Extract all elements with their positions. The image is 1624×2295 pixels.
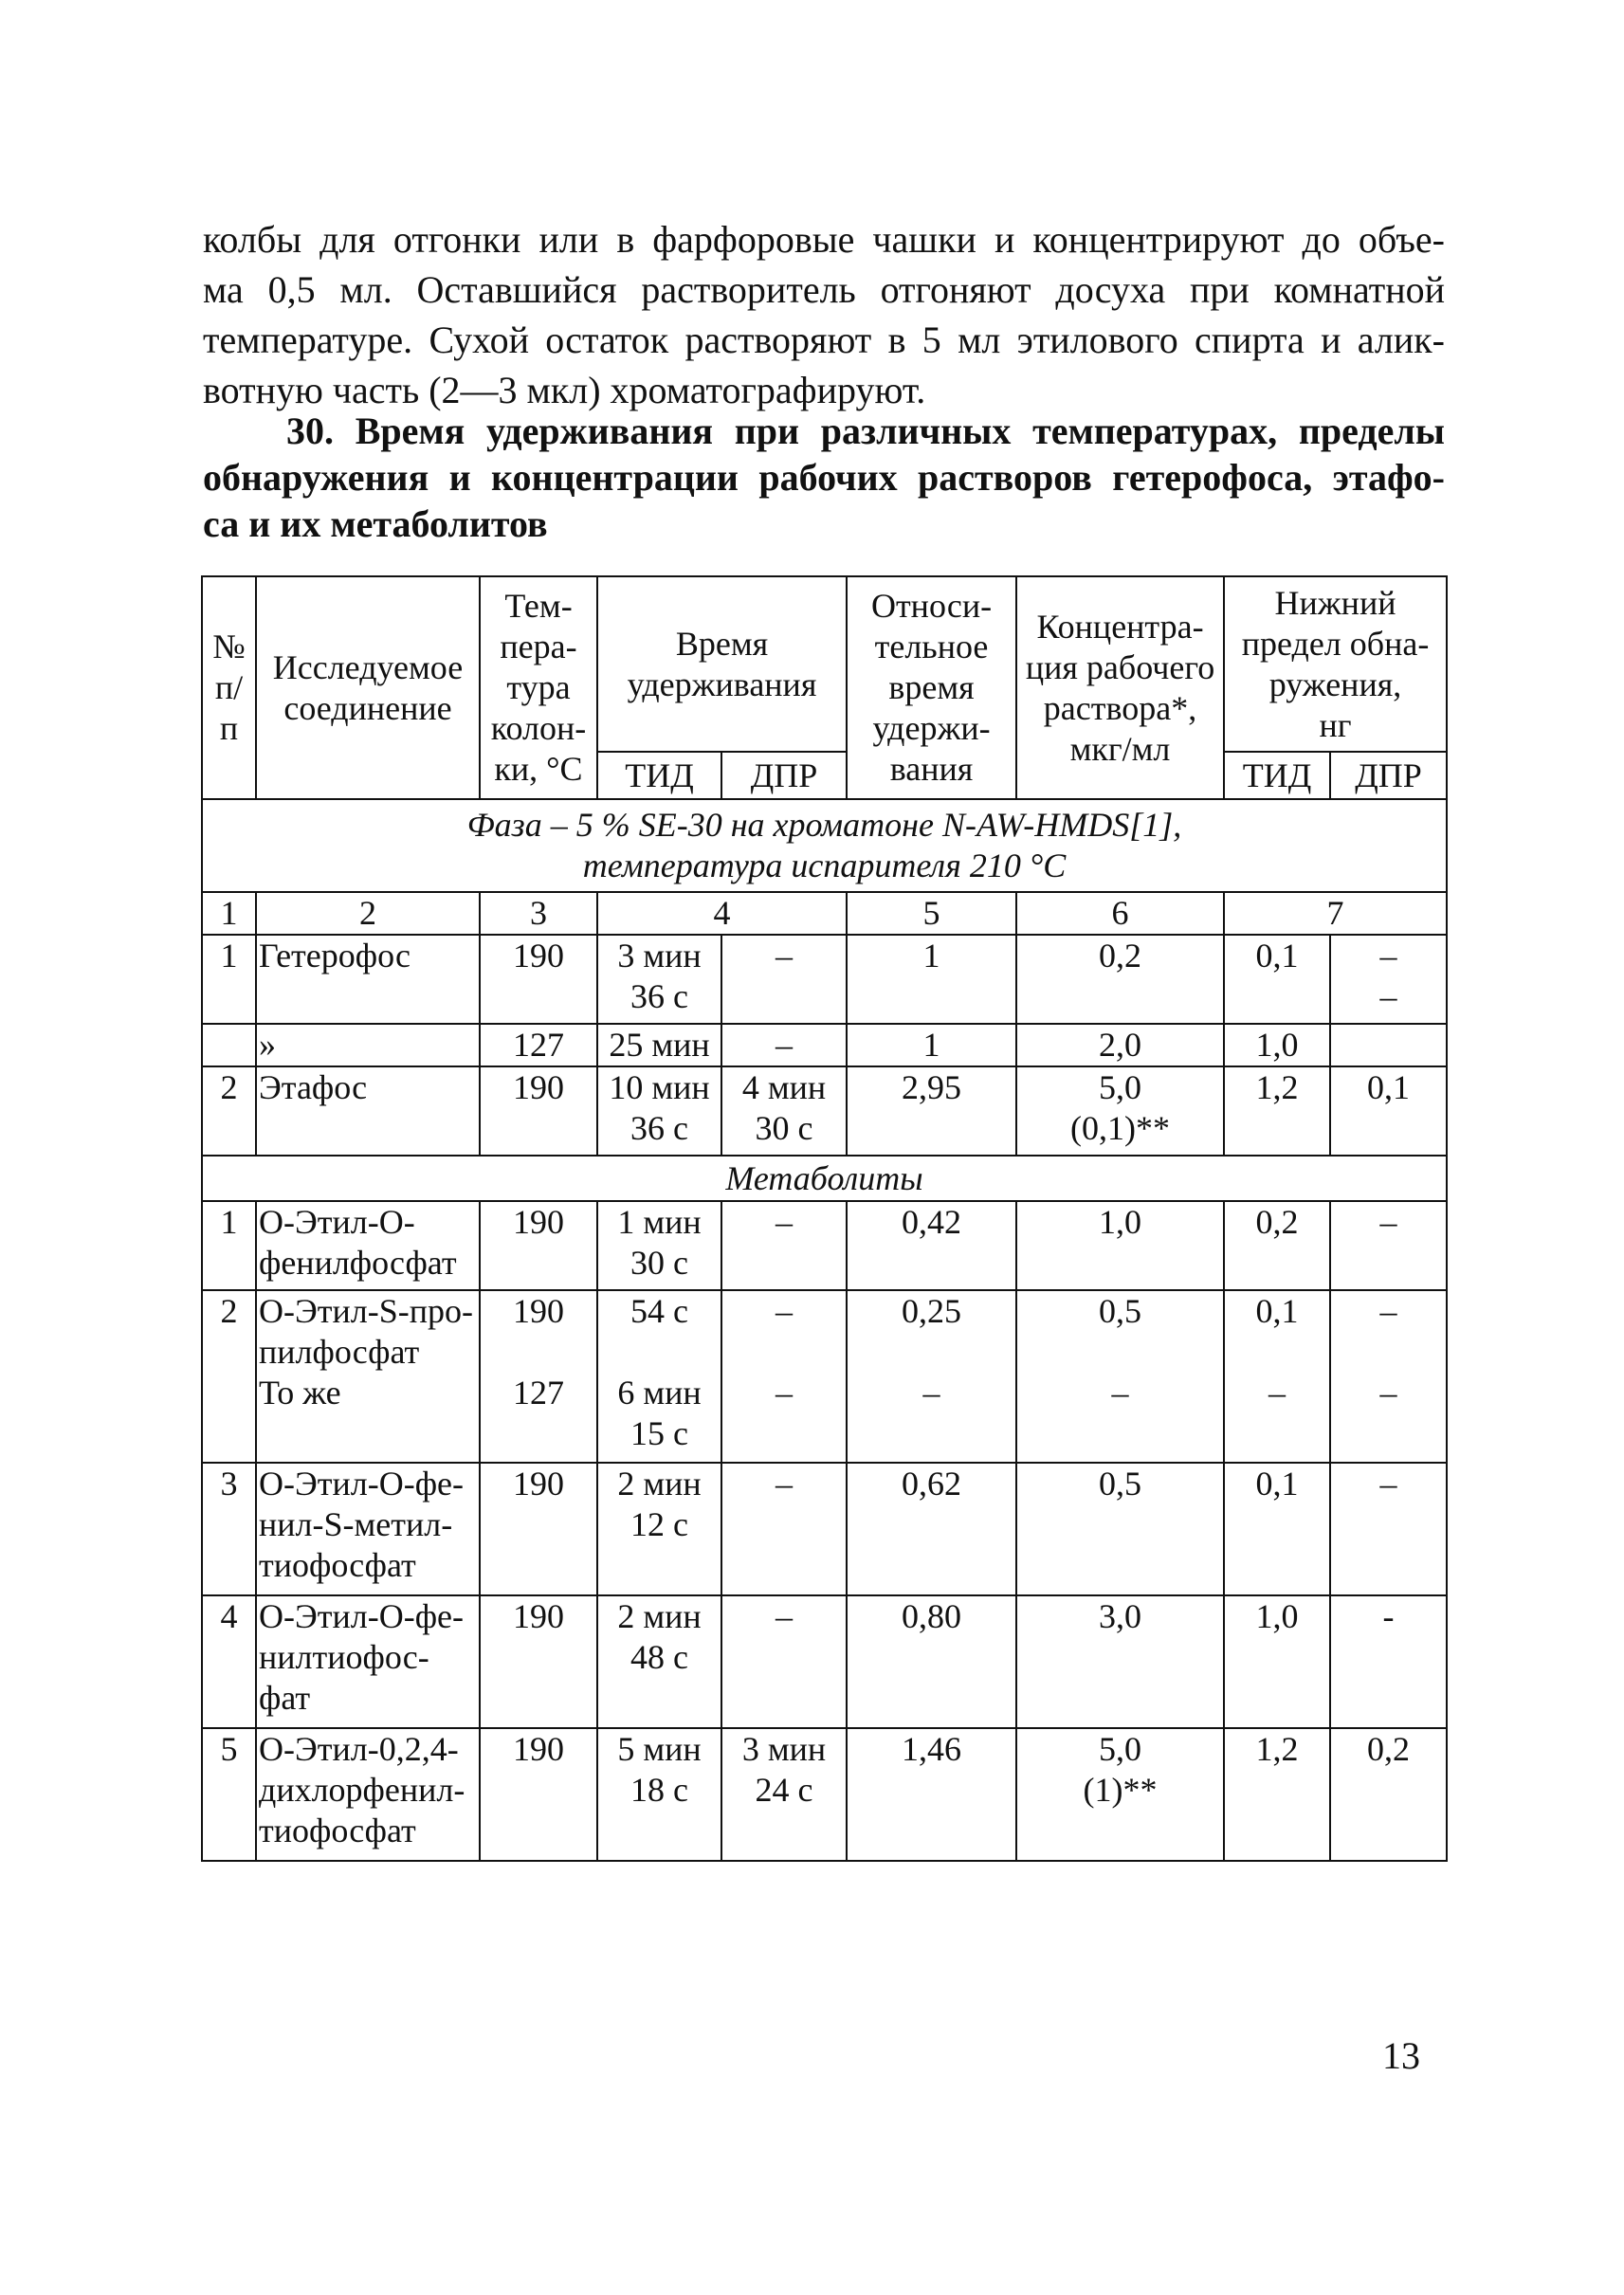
row-number	[202, 1066, 256, 1156]
cell-line: Относи-	[870, 587, 993, 625]
cell-line: тиофосфат	[259, 1546, 416, 1584]
cell-line: Гетерофос	[259, 937, 411, 974]
cell-line: 1,0	[1255, 1026, 1299, 1064]
compound-name	[256, 1290, 480, 1463]
cell-line: О-Этил-О-фе-	[259, 1465, 464, 1503]
cell-line: –	[776, 1465, 793, 1503]
cell-line: (1)**	[1083, 1771, 1158, 1809]
cell-line: 6	[1111, 894, 1129, 932]
cell-line: 10 мин	[609, 1068, 710, 1106]
title-line: 30. Время удерживания при различных температурах, пределы	[286, 410, 1445, 452]
header-num	[202, 576, 256, 799]
cell-line: 5	[220, 1730, 238, 1768]
cell-line	[851, 1413, 1012, 1454]
cell-line: вания	[889, 750, 974, 788]
cell-line: колон-	[490, 709, 587, 747]
cell-line: 190	[513, 1465, 564, 1503]
cell-line: 36 с	[630, 977, 688, 1015]
cell-line: О-Этил-О-	[259, 1203, 415, 1241]
row-number	[202, 1463, 256, 1595]
cell-line	[207, 1025, 251, 1066]
relative-retention	[847, 1463, 1016, 1595]
cell-line	[1021, 1413, 1219, 1454]
retention-tid	[597, 1595, 721, 1728]
lod-tid	[1224, 1290, 1330, 1463]
colnum	[480, 892, 597, 935]
lod-tid	[1224, 1728, 1330, 1861]
cell-line: предел обна-	[1241, 624, 1430, 663]
cell-line: 0,2	[1099, 937, 1142, 974]
relative-retention	[847, 1066, 1016, 1156]
cell-line: тиофосфат	[259, 1812, 416, 1849]
row-number	[202, 1024, 256, 1066]
retention-tid	[597, 935, 721, 1024]
column-temperature	[480, 1201, 597, 1290]
cell-line: 1,2	[1255, 1068, 1299, 1106]
cell-line: 3	[220, 1465, 238, 1503]
cell-line: 0,25	[902, 1292, 962, 1330]
column-temperature	[480, 1066, 597, 1156]
retention-dpr	[721, 1290, 847, 1463]
cell-line: 3,0	[1099, 1597, 1142, 1635]
retention-tid	[597, 1463, 721, 1595]
cell-line	[726, 1413, 842, 1454]
cell-line: Метаболиты	[725, 1158, 923, 1197]
table-row	[202, 1024, 1447, 1066]
cell-line: –	[776, 1292, 793, 1330]
phase-caption	[202, 799, 1447, 892]
colnum	[847, 892, 1016, 935]
table-row	[202, 1728, 1447, 1861]
cell-line: 190	[513, 1292, 564, 1330]
cell-line: Фаза – 5 % SE-30 на хроматоне N-AW-HMDS[1],	[466, 806, 1182, 844]
cell-line: 0,2	[1367, 1730, 1411, 1768]
cell-line: –	[1379, 937, 1397, 974]
cell-line: температура испарителя 210 °С	[582, 847, 1067, 884]
cell-line: 0,1	[1255, 937, 1299, 974]
column-temperature	[480, 1024, 597, 1066]
cell-line: 1,0	[1099, 1203, 1142, 1241]
cell-line: раствора*,	[1043, 688, 1197, 727]
header-retention-time	[597, 576, 847, 752]
retention-tid	[597, 1066, 721, 1156]
cell-line	[1229, 1413, 1325, 1454]
cell-line: –	[922, 1374, 940, 1412]
cell-line: 2 мин	[617, 1465, 702, 1503]
cell-line: –	[1379, 1465, 1397, 1503]
paragraph-line: вотную часть (2—3 мкл) хроматографируют.	[203, 369, 926, 411]
cell-line: 25 мин	[609, 1026, 710, 1064]
cell-line: –	[1379, 977, 1397, 1015]
row-number	[202, 935, 256, 1024]
cell-line: 48 с	[630, 1638, 688, 1676]
header-lod-dpr	[1330, 752, 1447, 799]
cell-line: 190	[513, 1068, 564, 1106]
cell-line	[259, 1413, 475, 1454]
cell-line: 2,95	[902, 1068, 962, 1106]
page-number: 13	[1382, 2034, 1420, 2077]
title-line: са и их метаболитов	[203, 502, 548, 545]
cell-line: 24 с	[755, 1771, 813, 1809]
working-concentration	[1016, 1463, 1224, 1595]
cell-line	[726, 1332, 842, 1373]
cell-line: 1	[220, 1203, 238, 1241]
lod-dpr	[1330, 1290, 1447, 1463]
cell-line: ДПР	[750, 756, 818, 794]
lod-tid	[1224, 1066, 1330, 1156]
table-title	[203, 408, 1445, 547]
cell-line: Этафос	[259, 1068, 368, 1106]
cell-line: 5,0	[1099, 1068, 1142, 1106]
cell-line: Концентра-	[1036, 607, 1204, 646]
lod-tid	[1224, 1463, 1330, 1595]
cell-line: 1	[220, 894, 238, 932]
cell-line: 1,2	[1255, 1730, 1299, 1768]
lod-dpr	[1330, 1066, 1447, 1156]
column-temperature	[480, 935, 597, 1024]
cell-line	[1021, 1332, 1219, 1373]
header-relative-time	[847, 576, 1016, 799]
cell-line: дихлорфенил-	[259, 1771, 465, 1809]
cell-line: 5 мин	[617, 1730, 702, 1768]
relative-retention	[847, 935, 1016, 1024]
cell-line: 1	[922, 1026, 940, 1064]
cell-line: ция рабочего	[1025, 647, 1215, 686]
cell-line: пилфосфат	[259, 1333, 420, 1371]
header-dpr	[721, 752, 847, 799]
lod-dpr	[1330, 1595, 1447, 1728]
cell-line: тура	[506, 668, 571, 706]
row-number	[202, 1290, 256, 1463]
retention-dpr	[721, 1728, 847, 1861]
cell-line: ДПР	[1355, 756, 1422, 794]
cell-line: 30 с	[630, 1244, 688, 1282]
lod-dpr	[1330, 1463, 1447, 1595]
header-tid	[597, 752, 721, 799]
cell-line: О-Этил-О-фе-	[259, 1597, 464, 1635]
cell-line: 15 с	[630, 1414, 688, 1452]
cell-line: 1	[922, 937, 940, 974]
working-concentration	[1016, 1066, 1224, 1156]
cell-line: 0,62	[902, 1465, 962, 1503]
cell-line: соединение	[283, 688, 452, 727]
cell-line: 190	[513, 1730, 564, 1768]
retention-tid	[597, 1728, 721, 1861]
table-row	[202, 1201, 1447, 1290]
table-row	[202, 1463, 1447, 1595]
working-concentration	[1016, 1728, 1224, 1861]
table-row	[202, 1595, 1447, 1728]
relative-retention	[847, 1201, 1016, 1290]
cell-line: –	[776, 1597, 793, 1635]
retention-dpr	[721, 935, 847, 1024]
cell-line	[1335, 1332, 1442, 1373]
retention-tid	[597, 1201, 721, 1290]
cell-line	[1335, 1025, 1442, 1066]
compound-name	[256, 1595, 480, 1728]
cell-line: Время	[675, 624, 769, 663]
cell-line	[1229, 1332, 1325, 1373]
lod-tid	[1224, 1024, 1330, 1066]
cell-line: 127	[513, 1026, 564, 1064]
cell-line: ТИД	[625, 756, 694, 794]
table-row	[202, 799, 1447, 892]
cell-line: удержи-	[872, 709, 991, 747]
cell-line: -	[1382, 1597, 1395, 1635]
table-row	[202, 935, 1447, 1024]
retention-dpr	[721, 1463, 847, 1595]
cell-line: 1 мин	[617, 1203, 702, 1241]
cell-line: –	[1379, 1292, 1397, 1330]
cell-line: –	[1268, 1374, 1286, 1412]
header-lod-tid	[1224, 752, 1330, 799]
cell-line: –	[776, 1203, 793, 1241]
compound-name	[256, 1463, 480, 1595]
cell-line: Исследуемое	[272, 647, 464, 686]
lod-dpr	[1330, 1728, 1447, 1861]
cell-line: 0,1	[1255, 1465, 1299, 1503]
cell-line: ки, °С	[494, 750, 583, 788]
cell-line: 2	[359, 894, 376, 932]
table-row	[202, 892, 1447, 935]
cell-line: 4	[220, 1597, 238, 1635]
cell-line: –	[776, 1374, 793, 1412]
cell-line: 0,1	[1255, 1292, 1299, 1330]
cell-line: –	[776, 937, 793, 974]
row-number	[202, 1728, 256, 1861]
cell-line: п/п	[214, 668, 244, 747]
relative-retention	[847, 1728, 1016, 1861]
table-row	[202, 576, 1447, 752]
row-number	[202, 1595, 256, 1728]
retention-dpr	[721, 1024, 847, 1066]
cell-line: 0,42	[902, 1203, 962, 1241]
retention-dpr	[721, 1066, 847, 1156]
title-line: обнаружения и концентрации рабочих растворов гетерофоса, этафо-	[203, 456, 1445, 499]
cell-line: 190	[513, 1597, 564, 1635]
cell-line: (0,1)**	[1070, 1109, 1170, 1147]
header-temp	[480, 576, 597, 799]
cell-line: 36 с	[630, 1109, 688, 1147]
cell-line	[602, 1332, 717, 1373]
lod-dpr	[1330, 1201, 1447, 1290]
compound-name	[256, 935, 480, 1024]
working-concentration	[1016, 1290, 1224, 1463]
cell-line: 0,2	[1255, 1203, 1299, 1241]
cell-line: О-Этил-0,2,4-	[259, 1730, 459, 1768]
working-concentration	[1016, 935, 1224, 1024]
cell-line	[484, 1332, 593, 1373]
cell-line: №	[212, 628, 246, 665]
paragraph-line: ма 0,5 мл. Оставшийся растворитель отгоняют досуха при комнатной	[203, 268, 1445, 311]
cell-line: 2 мин	[617, 1597, 702, 1635]
cell-line: 3	[530, 894, 547, 932]
cell-line	[484, 1413, 593, 1454]
cell-line: удерживания	[627, 665, 817, 703]
cell-line: фенилфосфат	[259, 1244, 457, 1282]
compound-name	[256, 1201, 480, 1290]
cell-line: нилтиофос-	[259, 1638, 429, 1676]
cell-line: мкг/мл	[1069, 729, 1171, 768]
cell-line: 4	[713, 894, 731, 932]
cell-line: –	[776, 1026, 793, 1064]
colnum	[1016, 892, 1224, 935]
cell-line: время	[888, 668, 975, 706]
cell-line: тельное	[874, 628, 989, 665]
table-row	[202, 1156, 1447, 1201]
cell-line: 2	[220, 1292, 238, 1330]
cell-line: –	[1379, 1203, 1397, 1241]
cell-line: 6 мин	[617, 1374, 702, 1412]
cell-line: 3 мин	[617, 937, 702, 974]
lod-dpr	[1330, 1024, 1447, 1066]
retention-tid	[597, 1024, 721, 1066]
retention-dpr	[721, 1201, 847, 1290]
cell-line: 0,5	[1099, 1465, 1142, 1503]
column-temperature	[480, 1463, 597, 1595]
cell-line: 30 с	[755, 1109, 813, 1147]
lod-tid	[1224, 1595, 1330, 1728]
paragraph-line: колбы для отгонки или в фарфоровые чашки и концентрируют до объе-	[203, 218, 1445, 261]
cell-line: –	[1111, 1374, 1129, 1412]
cell-line: 2	[220, 1068, 238, 1106]
retention-dpr	[721, 1595, 847, 1728]
retention-table	[201, 575, 1448, 1862]
header-compound	[256, 576, 480, 799]
cell-line: 1	[220, 937, 238, 974]
compound-name	[256, 1066, 480, 1156]
working-concentration	[1016, 1024, 1224, 1066]
column-temperature	[480, 1290, 597, 1463]
cell-line: »	[259, 1026, 276, 1064]
lod-tid	[1224, 935, 1330, 1024]
paragraph-line: температуре. Сухой остаток растворяют в 5 мл этилового спирта и алик-	[203, 319, 1445, 361]
cell-line	[851, 1332, 1012, 1373]
colnum	[202, 892, 256, 935]
header-detection-limit	[1224, 576, 1447, 752]
relative-retention	[847, 1290, 1016, 1463]
cell-line	[1335, 1413, 1442, 1454]
cell-line: 0,1	[1367, 1068, 1411, 1106]
cell-line: 1,0	[1255, 1597, 1299, 1635]
cell-line: 190	[513, 937, 564, 974]
cell-line: 1,46	[902, 1730, 962, 1768]
column-temperature	[480, 1728, 597, 1861]
cell-line: 190	[513, 1203, 564, 1241]
column-temperature	[480, 1595, 597, 1728]
cell-line: 127	[513, 1374, 564, 1412]
header-concentration	[1016, 576, 1224, 799]
colnum	[1224, 892, 1447, 935]
table-row	[202, 1290, 1447, 1463]
colnum	[256, 892, 480, 935]
cell-line: 18 с	[630, 1771, 688, 1809]
cell-line: –	[1379, 1374, 1397, 1412]
cell-line: О-Этил-S-про-	[259, 1292, 473, 1330]
cell-line: ТИД	[1242, 756, 1312, 794]
cell-line: 0,80	[902, 1597, 962, 1635]
metabolites-caption	[202, 1156, 1447, 1201]
cell-line: 4 мин	[741, 1068, 827, 1106]
cell-line: 7	[1326, 894, 1344, 932]
table-row	[202, 1066, 1447, 1156]
cell-line: пера-	[500, 628, 577, 665]
cell-line: 5,0	[1099, 1730, 1142, 1768]
lod-dpr	[1330, 935, 1447, 1024]
working-concentration	[1016, 1201, 1224, 1290]
cell-line: 5	[922, 894, 940, 932]
lod-tid	[1224, 1201, 1330, 1290]
working-concentration	[1016, 1595, 1224, 1728]
cell-line: Нижний	[1274, 583, 1396, 622]
cell-line: фат	[259, 1679, 311, 1717]
compound-name	[256, 1024, 480, 1066]
cell-line: 2,0	[1099, 1026, 1142, 1064]
relative-retention	[847, 1024, 1016, 1066]
cell-line: То же	[259, 1374, 341, 1412]
intro-paragraph	[203, 214, 1445, 415]
row-number	[202, 1201, 256, 1290]
cell-line: 3 мин	[741, 1730, 827, 1768]
cell-line: 0,5	[1099, 1292, 1142, 1330]
cell-line: Тем-	[504, 587, 573, 625]
cell-line: 54 с	[630, 1292, 688, 1330]
cell-line: 12 с	[630, 1505, 688, 1543]
cell-line: нил-S-метил-	[259, 1505, 453, 1543]
colnum	[597, 892, 847, 935]
retention-tid	[597, 1290, 721, 1463]
cell-line: ружения,	[1268, 665, 1402, 703]
relative-retention	[847, 1595, 1016, 1728]
cell-line: нг	[1319, 705, 1352, 744]
compound-name	[256, 1728, 480, 1861]
